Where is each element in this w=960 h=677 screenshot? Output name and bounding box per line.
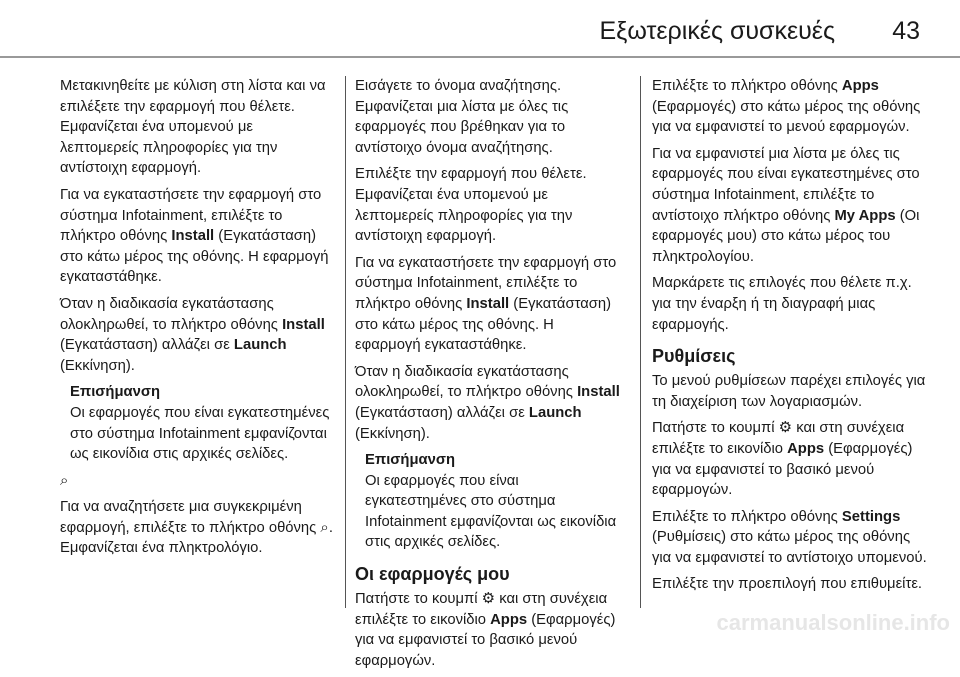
paragraph: Για να εμφανιστεί μια λίστα με όλες τις εφαρμογές που είναι εγκατεστημένες στο σύστημα Infotainment, επιλέξτε το αντίστοιχο πλήκτρο οθόνης My Apps (Οι εφαρμογές μου) στο κάτω μέρος του πληκτρολογίου. <box>652 145 920 265</box>
paragraph: Πατήστε το κουμπί ⚙ και στη συνέχεια επιλέξτε το εικονίδιο Apps (Εφαρμογές) για να εμφανιστεί το βασικό μενού εφαρμογών. <box>652 419 913 499</box>
page-number: 43 <box>892 17 920 45</box>
header-rule <box>0 56 960 58</box>
note-title: Επισήμανση <box>365 452 456 469</box>
paragraph: Για να αναζητήσετε μια συγκεκριμένη εφαρμογή, επιλέξτε το πλήκτρο οθόνης ⌕. Εμφανίζεται ένα πληκτρολόγιο. <box>60 499 333 557</box>
column-2 <box>355 76 623 677</box>
paragraph: Επιλέξτε την προεπιλογή που επιθυμείτε. <box>652 576 923 593</box>
gear-icon: ⚙ <box>778 419 793 437</box>
paragraph: Επιλέξτε το πλήκτρο οθόνης Apps (Εφαρμογές) στο κάτω μέρος της οθόνης για να εμφανιστεί το μενού εφαρμογών. <box>652 78 921 136</box>
note-box <box>70 382 334 464</box>
column-1 <box>60 76 334 565</box>
paragraph: Το μενού ρυθμίσεων παρέχει επιλογές για τη διαχείριση των λογαριασμών. <box>652 373 926 410</box>
paragraph: Για να εγκαταστήσετε την εφαρμογή στο σύστημα Infotainment, επιλέξτε το πλήκτρο οθόνης Install (Εγκατάσταση) στο κάτω μέρος της οθόνης. Η εφαρμογή εγκαταστάθηκε. <box>355 254 617 354</box>
column-divider-2 <box>640 76 641 608</box>
paragraph: Για να εγκαταστήσετε την εφαρμογή στο σύστημα Infotainment, επιλέξτε το πλήκτρο οθόνης Install (Εγκατάσταση) στο κάτω μέρος της οθόνης. Η εφαρμογή εγκαταστάθηκε. <box>60 186 329 286</box>
note-box <box>365 450 623 553</box>
note-text: Οι εφαρμογές που είναι εγκατεστημένες στο σύστημα Infotainment εμφανίζονται ως εικονίδια στις αρχικές σελίδες. <box>365 472 617 551</box>
note-title: Επισήμανση <box>70 384 161 401</box>
page-header-title: Εξωτερικές συσκευές <box>599 17 835 45</box>
paragraph: Μετακινηθείτε με κύλιση στη λίστα και να επιλέξετε την εφαρμογή που θέλετε. Εμφανίζεται ένα υπομενού με λεπτομερείς πληροφορίες για την αντίστοιχη εφαρμογή. <box>60 78 326 177</box>
gear-icon: ⚙ <box>481 590 496 608</box>
paragraph: Όταν η διαδικασία εγκατάστασης ολοκληρωθεί, το πλήκτρο οθόνης Install (Εγκατάσταση) αλλάζει σε Launch (Εκκίνηση). <box>60 295 325 374</box>
note-text: Οι εφαρμογές που είναι εγκατεστημένες στο σύστημα Infotainment εμφανίζονται ως εικονίδια στις αρχικές σελίδες. <box>70 404 330 463</box>
search-icon: ⌕ <box>320 518 329 536</box>
section-heading: Ρυθμίσεις <box>652 346 736 367</box>
paragraph: Μαρκάρετε τις επιλογές που θέλετε π.χ. για την έναρξη ή τη διαγραφή μιας εφαρμογής. <box>652 275 912 333</box>
watermark: carmanualsonline.info <box>716 610 950 635</box>
paragraph: Εισάγετε το όνομα αναζήτησης. Εμφανίζεται μια λίστα με όλες τις εφαρμογές που βρέθηκαν για το αντίστοιχο όνομα αναζήτησης. <box>355 78 569 156</box>
column-3 <box>652 76 928 601</box>
paragraph: Επιλέξτε το πλήκτρο οθόνης Settings (Ρυθμίσεις) στο κάτω μέρος της οθόνης για να εμφανιστεί το αντίστοιχο υπομενού. <box>652 508 927 566</box>
paragraph: Επιλέξτε την εφαρμογή που θέλετε. Εμφανίζεται ένα υπομενού με λεπτομερείς πληροφορίες για την αντίστοιχη εφαρμογή. <box>355 166 587 245</box>
search-icon: ⌕ <box>60 471 69 489</box>
paragraph: Όταν η διαδικασία εγκατάστασης ολοκληρωθεί, το πλήκτρο οθόνης Install (Εγκατάσταση) αλλάζει σε Launch (Εκκίνηση). <box>355 363 620 442</box>
section-heading: Οι εφαρμογές μου <box>355 564 510 585</box>
column-divider-1 <box>345 76 346 608</box>
paragraph: Πατήστε το κουμπί ⚙ και στη συνέχεια επιλέξτε το εικονίδιο Apps (Εφαρμογές) για να εμφανιστεί το βασικό μενού εφαρμογών. <box>355 590 616 669</box>
